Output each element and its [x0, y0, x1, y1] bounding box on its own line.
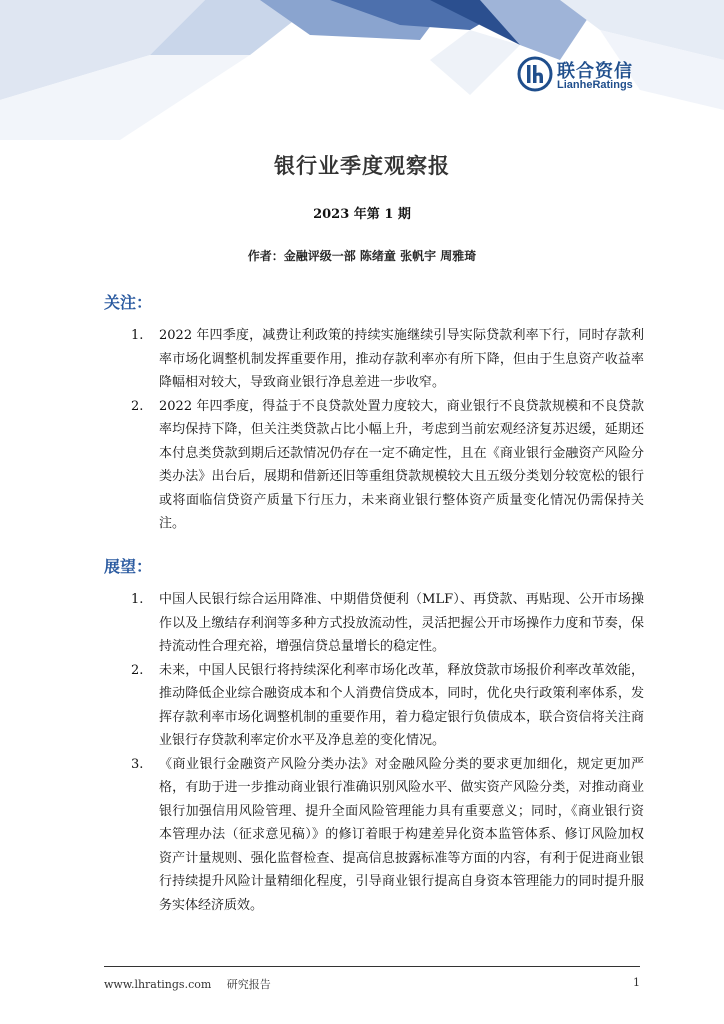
list-item-number: 2.: [131, 662, 144, 678]
list-item-text: 未来，中国人民银行将持续深化利率市场化改革，释放贷款市场报价利率改革效能，推动降低企业综合融资成本和个人消费信贷成本，同时，优化央行政策利率体系，发挥存款利率市场化调整机制的重要作用，着力稳定银行负债成本，联合资信将关注商业银行存贷款利率定价水平及净息差的变化情况。: [159, 662, 644, 748]
list-item: [104, 659, 644, 753]
list-item: [104, 324, 644, 395]
list-item-number: 3.: [131, 756, 144, 772]
list-item: [104, 395, 644, 536]
outlook-heading: 展望：: [104, 557, 153, 576]
list-item-text: 《商业银行金融资产风险分类办法》对金融风险分类的要求更加细化，规定更加严格，有助于进一步推动商业银行准确识别风险水平、做实资产风险分类，对推动商业银行加强信用风险管理、提升全面风险管理能力具有重要意义；同时，《商业银行资本管理办法（征求意见稿）》的修订着眼于构建差异化资本监管体系、修订风险加权资产计量规则、强化监督检查、提高信息披露标准等方面的内容，有利于促进商业银行持续提升风险计量精细化程度，引导商业银行提高自身资本管理能力的同时提升服务实体经济质效。: [159, 756, 644, 913]
list-item-number: 2.: [131, 398, 144, 414]
issue-number: 2023 年第 1 期: [313, 207, 411, 222]
outlook-list: [104, 588, 644, 917]
lianhe-logo-icon: [517, 56, 553, 92]
list-item-number: 1.: [131, 328, 144, 343]
company-logo: [517, 56, 657, 92]
list-item-number: 1.: [131, 592, 144, 607]
page-number: 1: [633, 976, 640, 989]
focus-list: [104, 324, 644, 536]
list-item-text: 中国人民银行综合运用降准、中期借贷便利（MLF）、再贷款、再贴现、公开市场操作以及上缴结存利润等多种方式投放流动性，灵活把握公开市场操作力度和节奏，保持流动性合理充裕，增强信贷总量增长的稳定性。: [159, 592, 644, 654]
list-item-text: 2022 年四季度，得益于不良贷款处置力度较大，商业银行不良贷款规模和不良贷款率均保持下降，但关注类贷款占比小幅上升，考虑到当前宏观经济复苏迟缓，延期还本付息类贷款到期后还款情况仍存在一定不确定性，且在《商业银行金融资产风险分类办法》出台后，展期和借新还旧等重组贷款规模较大且五级分类划分较宽松的银行或将面临信贷资产质量下行压力，未来商业银行整体资产质量变化情况仍需保持关注。: [159, 398, 644, 531]
logo-name-cn: 联合资信: [557, 61, 633, 82]
focus-heading: 关注：: [104, 293, 153, 312]
list-item: [104, 588, 644, 659]
report-title: 银行业季度观察报: [274, 154, 450, 178]
footer-divider: [104, 966, 640, 967]
authors-line: 作者：金融评级一部 陈绪童 张帆宇 周雅琦: [247, 249, 477, 263]
footer-website-link[interactable]: www.lhratings.com: [104, 978, 212, 991]
footer-info: [104, 976, 283, 992]
logo-name-en: LianheRatings: [557, 79, 633, 91]
footer-doc-type: 研究报告: [226, 978, 271, 991]
list-item-text: 2022 年四季度，减费让利政策的持续实施继续引导实际贷款利率下行，同时存款利率市场化调整机制发挥重要作用，推动存款利率亦有所下降，但由于生息资产收益率降幅相对较大，导致商业银行净息差进一步收窄。: [159, 328, 644, 390]
list-item: [104, 753, 644, 918]
